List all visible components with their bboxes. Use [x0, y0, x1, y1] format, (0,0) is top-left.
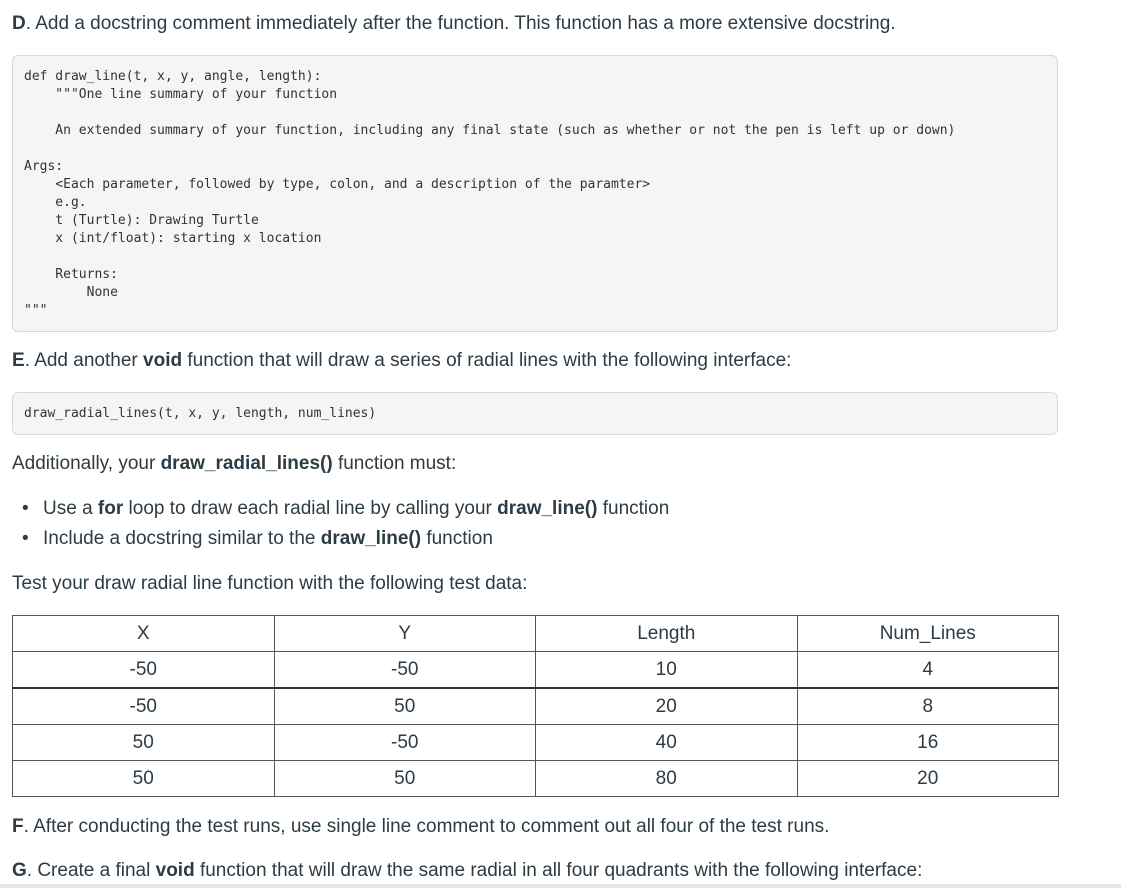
code-line: x (int/float): starting x location — [24, 231, 322, 246]
column-header-length: Length — [536, 616, 798, 652]
additionally-text-rest: function must: — [332, 453, 457, 474]
code-line: draw_radial_lines(t, x, y, length, num_lines) — [24, 406, 377, 421]
code-line: """One line summary of your function — [24, 87, 338, 102]
bottom-divider — [0, 884, 1121, 888]
code-line: t (Turtle): Drawing Turtle — [24, 213, 259, 228]
list-item-text: function — [597, 498, 670, 519]
test-data-table — [12, 615, 1059, 797]
section-g-letter: G — [12, 860, 27, 881]
section-f-text: . After conducting the test runs, use single line comment to comment out all four of the test runs. — [23, 816, 830, 837]
table-cell: 10 — [536, 652, 798, 689]
table-row — [13, 725, 1059, 761]
table-cell: 50 — [274, 761, 536, 797]
section-e-bold: void — [143, 350, 183, 371]
table-cell: -50 — [13, 688, 275, 725]
table-cell: 8 — [797, 688, 1059, 725]
bullet-icon: • — [22, 528, 29, 549]
table-cell: 50 — [274, 688, 536, 725]
column-header-x: X — [13, 616, 275, 652]
bullet-icon: • — [22, 498, 29, 519]
table-cell: -50 — [274, 725, 536, 761]
section-d-text: . Add a docstring comment immediately after the function. This function has a more extensive docstring. — [25, 13, 896, 34]
list-item-bold: draw_line() — [497, 498, 598, 519]
table-row — [13, 652, 1059, 689]
list-item — [22, 494, 669, 524]
list-item — [22, 524, 669, 554]
code-line: Returns: — [24, 267, 118, 282]
table-cell: -50 — [274, 652, 536, 689]
code-line: def draw_line(t, x, y, angle, length): — [24, 69, 322, 84]
table-row — [13, 688, 1059, 725]
table-row — [13, 761, 1059, 797]
table-cell: 16 — [797, 725, 1059, 761]
section-f-letter: F — [12, 816, 24, 837]
table-cell: -50 — [13, 652, 275, 689]
section-d-instruction — [12, 12, 896, 36]
additionally-paragraph — [12, 452, 456, 476]
section-g-text-rest: function that will draw the same radial in all four quadrants with the following interface: — [194, 860, 923, 881]
list-item-text: Include a docstring similar to the — [43, 528, 321, 549]
code-line: <Each parameter, followed by type, colon, and a description of the paramter> — [24, 177, 651, 192]
table-cell: 4 — [797, 652, 1059, 689]
table-cell: 40 — [536, 725, 798, 761]
list-item-text: loop to draw each radial line by calling your — [123, 498, 498, 519]
section-e-text-rest: function that will draw a series of radial lines with the following interface: — [182, 350, 792, 371]
additionally-bold: draw_radial_lines() — [160, 453, 333, 474]
additionally-text: Additionally, your — [12, 453, 161, 474]
section-f-instruction — [12, 815, 829, 839]
table-cell: 20 — [536, 688, 798, 725]
interface-code-block — [12, 392, 1058, 435]
section-d-letter: D — [12, 13, 26, 34]
list-item-bold: draw_line() — [320, 528, 422, 549]
code-line: """ — [24, 303, 48, 318]
requirements-list — [22, 494, 669, 554]
list-item-text: Use a — [43, 498, 98, 519]
test-intro: Test your draw radial line function with the following test data: — [12, 573, 528, 594]
table-cell: 50 — [13, 761, 275, 797]
section-g-text: . Create a final — [26, 860, 156, 881]
list-item-bold: for — [97, 498, 124, 519]
table-cell: 20 — [797, 761, 1059, 797]
code-line: e.g. — [24, 195, 87, 210]
code-line: None — [24, 285, 118, 300]
docstring-code-block — [12, 55, 1058, 332]
section-e-text: . Add another — [24, 350, 144, 371]
section-g-instruction — [12, 859, 922, 883]
table-cell: 80 — [536, 761, 798, 797]
code-line: Args: — [24, 159, 64, 174]
column-header-num-lines: Num_Lines — [797, 616, 1059, 652]
table-cell: 50 — [13, 725, 275, 761]
code-line: An extended summary of your function, including any final state (such as whether or not the pen is left up or down) — [24, 123, 956, 138]
list-item-text: function — [421, 528, 493, 549]
section-g-bold: void — [155, 860, 195, 881]
table-header-row — [13, 616, 1059, 652]
column-header-y: Y — [274, 616, 536, 652]
section-e-instruction — [12, 349, 791, 373]
section-e-letter: E — [12, 350, 25, 371]
